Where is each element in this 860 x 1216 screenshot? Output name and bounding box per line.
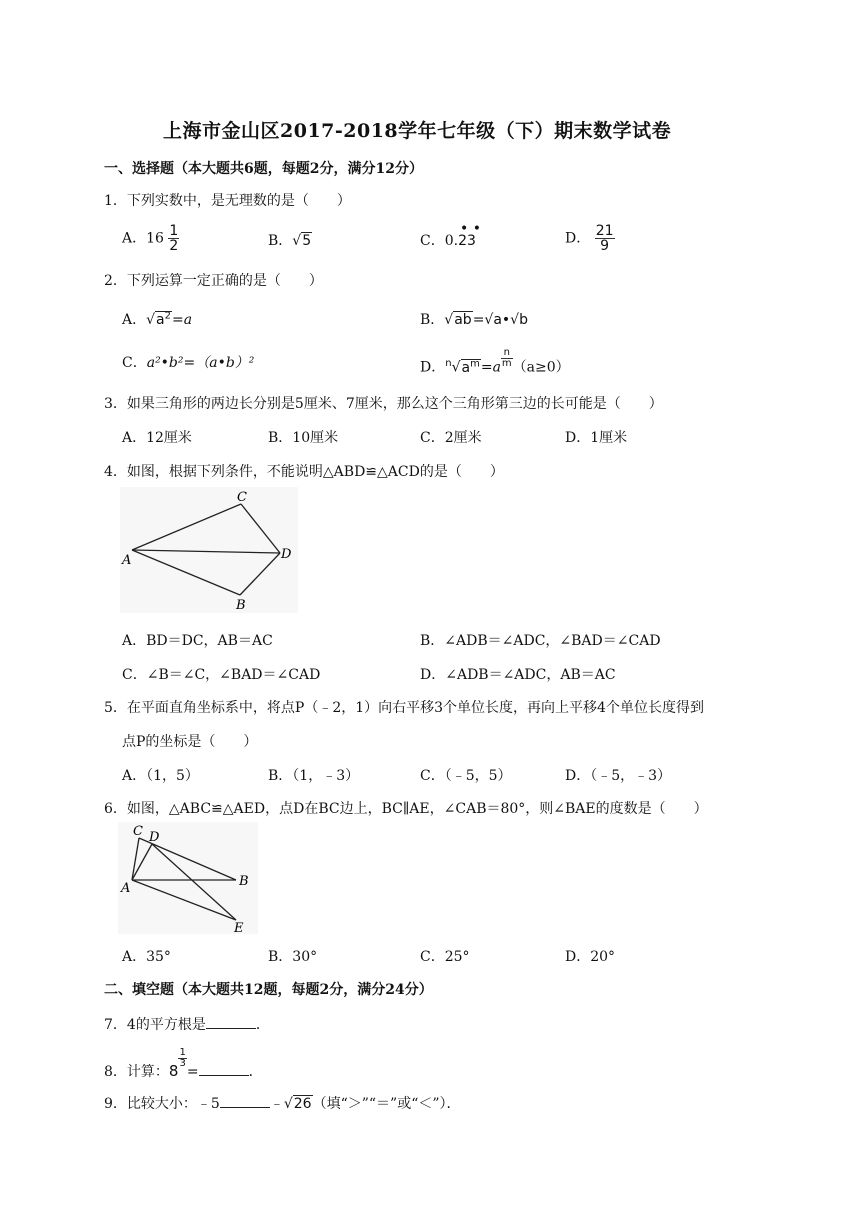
label-E: E [234, 921, 244, 934]
q2-d-condition: （a≥0） [512, 359, 570, 376]
question-4-stem: 4．如图，根据下列条件，不能说明△ABD≌△ACD的是（ ） [104, 464, 504, 480]
q2-a-base: a [156, 312, 165, 328]
q2-option-b [420, 309, 528, 329]
sqrt-icon: √ [292, 233, 302, 249]
question-9 [104, 1093, 461, 1113]
q8-exponent-fraction [178, 1048, 186, 1069]
question-5-stem-line1: 5．在平面直角坐标系中，将点P（﹣2，1）向右平移3个单位长度，再向上平移4个单位长度得到 [104, 700, 704, 716]
q8-base: 8 [168, 1062, 179, 1080]
q2-d-rhs: =a [480, 359, 501, 376]
question-7 [104, 1014, 270, 1034]
q8-answer-blank[interactable] [199, 1061, 249, 1076]
q2-d-base-exponent: m [470, 358, 480, 369]
q1-option-c [420, 221, 481, 250]
q4-option-b: B．∠ADB＝∠ADC，∠BAD＝∠CAD [420, 633, 661, 649]
q2-b-radicand: ab [454, 312, 472, 328]
q2-option-a-label: A． [122, 312, 147, 328]
q2-a-exponent: 2 [164, 310, 172, 322]
q7-answer-blank[interactable] [206, 1014, 256, 1029]
question-1-stem: 1．下列实数中，是无理数的是（ ） [104, 193, 351, 209]
q2-option-a [122, 309, 192, 329]
q4-option-c: C．∠B＝∠C，∠BAD＝∠CAD [122, 667, 321, 683]
q5-option-d: D．（﹣5，﹣3） [565, 768, 672, 784]
q8-prefix: 8．计算： [104, 1064, 169, 1080]
question-6-stem: 6．如图，△ABC≌△AED，点D在BC边上，BC∥AE，∠CAB＝80°，则∠BAE的度数是（ ） [104, 801, 708, 817]
q7-prefix: 7．4的平方根是 [104, 1017, 206, 1033]
q4-option-a: A．BD＝DC，AB＝AC [122, 633, 273, 649]
question-2-stem: 2．下列运算一定正确的是（ ） [104, 273, 323, 289]
q6-option-c: C．25° [420, 949, 470, 965]
q7-suffix: ． [255, 1017, 270, 1033]
q2-b-rhs: =√a•√b [472, 312, 528, 328]
q4-option-d: D．∠ADB＝∠ADC，AB＝AC [420, 667, 616, 683]
q2-c-expression: a²•b²=（a•b）² [146, 355, 255, 371]
repeating-dot-icon: • • [460, 221, 481, 237]
q1-option-d-fraction [595, 224, 615, 253]
q2-option-b-label: B． [420, 312, 445, 328]
q1-option-a-fraction [168, 224, 179, 253]
question-5-stem-line2: 点P的坐标是（ ） [122, 734, 258, 750]
label-D: D [149, 830, 160, 845]
label-B: B [239, 874, 249, 889]
q2-option-c-label: C． [122, 355, 147, 371]
label-C: C [237, 490, 247, 505]
q9-suffix: （填“＞”“＝”或“＜”）． [312, 1096, 461, 1112]
q6-option-a: A．35° [122, 949, 171, 965]
q2-d-exp-numerator: n [501, 348, 513, 359]
q1-b-radicand: 5 [302, 233, 312, 249]
question-8 [104, 1048, 263, 1081]
q2-d-base: a [461, 359, 471, 376]
label-A: A [121, 881, 131, 896]
q6-option-b: B．30° [268, 949, 318, 965]
q2-d-root-index: n [445, 358, 452, 369]
q5-option-a: A．（1，5） [122, 768, 199, 784]
sqrt-icon: √ [444, 312, 454, 328]
q2-option-d [420, 348, 570, 377]
q1-option-d [565, 224, 615, 253]
q2-a-rhs: =a [172, 312, 193, 328]
sqrt-icon: √ [283, 1096, 293, 1112]
q4-triangle-figure [120, 487, 298, 613]
section-heading-choice: 一、选择题（本大题共6题，每题2分，满分12分） [104, 161, 423, 177]
page-title: 上海市金山区2017-2018学年七年级（下）期末数学试卷 [163, 120, 672, 142]
q9-radicand: 26 [293, 1096, 312, 1112]
q1-a-numerator: 1 [169, 223, 179, 239]
q1-c-repeating-digits: 23 [458, 233, 476, 249]
q3-option-d: D．1厘米 [565, 430, 628, 446]
q2-option-c [122, 352, 254, 372]
q2-d-exp-denominator: m [501, 358, 512, 369]
q8-exp-denominator: 3 [179, 1058, 186, 1069]
q5-option-c: C．（﹣5，5） [420, 768, 512, 784]
label-C: C [133, 824, 143, 839]
q8-suffix: ． [248, 1064, 263, 1080]
q2-option-d-label: D． [420, 359, 446, 376]
q9-mid: ﹣ [269, 1096, 284, 1112]
section-heading-fill-in: 二、填空题（本大题共12题，每题2分，满分24分） [104, 982, 433, 998]
q1-option-b [268, 230, 312, 250]
q2-d-radicand [461, 359, 481, 376]
label-B: B [236, 598, 246, 613]
q8-equals: = [186, 1064, 199, 1080]
question-3-stem: 3．如果三角形的两边长分别是5厘米、7厘米，那么这个三角形第三边的长可能是（ ） [104, 396, 663, 412]
q1-option-a [122, 224, 179, 253]
q9-prefix: 9．比较大小：﹣5 [104, 1096, 220, 1112]
q3-option-b: B．10厘米 [268, 430, 339, 446]
label-A: A [122, 553, 132, 568]
q8-exp-numerator: 1 [179, 1047, 186, 1058]
label-D: D [281, 547, 292, 562]
q3-option-a: A．12厘米 [122, 430, 192, 446]
q1-a-denominator: 2 [169, 238, 179, 254]
q9-answer-blank[interactable] [220, 1093, 270, 1108]
sqrt-icon: √ [146, 312, 156, 328]
q2-d-exponent-fraction [501, 348, 513, 369]
q1-option-d-label: D． [565, 230, 591, 247]
q1-option-c-label: C．0. [420, 233, 459, 249]
q2-a-radicand [155, 311, 172, 328]
q1-option-a-label: A．16 [122, 230, 164, 247]
q6-triangle-figure [118, 822, 258, 934]
q1-d-denominator: 9 [600, 238, 610, 254]
q6-option-d: D．20° [565, 949, 616, 965]
q1-d-numerator: 21 [595, 223, 614, 239]
q5-option-b: B．（1，﹣3） [268, 768, 360, 784]
sqrt-icon: √ [451, 359, 461, 376]
q3-option-c: C．2厘米 [420, 430, 482, 446]
q1-option-b-label: B． [268, 233, 293, 249]
